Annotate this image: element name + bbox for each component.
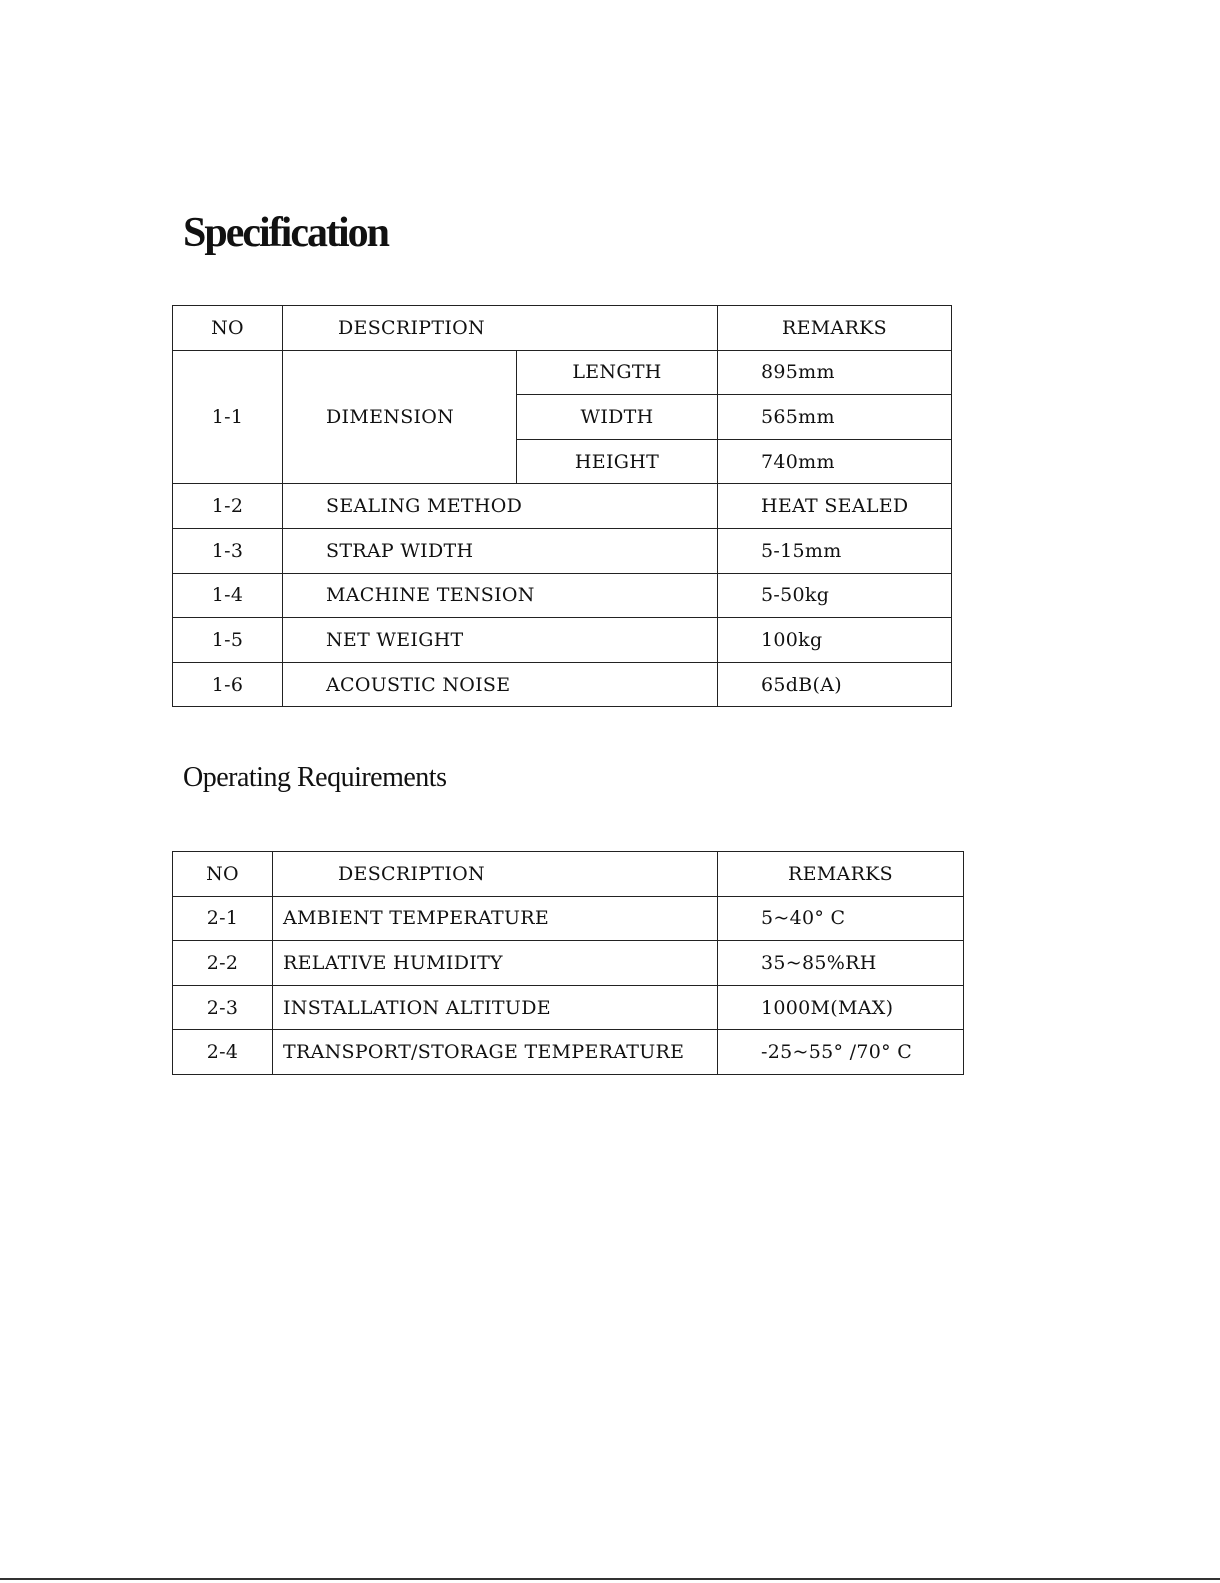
row-no: 2-2	[173, 941, 273, 986]
row-remarks: 5~40° C	[718, 896, 964, 941]
table-row	[173, 985, 964, 1030]
dimension-name: LENGTH	[517, 350, 718, 395]
table-header-row	[173, 852, 964, 897]
table-row	[173, 896, 964, 941]
row-description: RELATIVE HUMIDITY	[273, 941, 718, 986]
row-description: SEALING METHOD	[283, 484, 718, 529]
table-row	[173, 941, 964, 986]
page-title: Specification	[183, 210, 388, 256]
row-description: INSTALLATION ALTITUDE	[273, 985, 718, 1030]
row-no: 2-3	[173, 985, 273, 1030]
page-bottom-border	[0, 1578, 1220, 1580]
row-remarks: 1000M(MAX)	[718, 985, 964, 1030]
operating-requirements-table	[172, 851, 964, 1075]
header-description: DESCRIPTION	[283, 306, 718, 351]
table-header-row	[173, 306, 952, 351]
table-row	[173, 350, 952, 395]
table-row	[173, 573, 952, 618]
row-no: 1-4	[173, 573, 283, 618]
table-row	[173, 528, 952, 573]
row-remarks: 65dB(A)	[718, 662, 952, 707]
row-description: ACOUSTIC NOISE	[283, 662, 718, 707]
row-description: MACHINE TENSION	[283, 573, 718, 618]
row-no: 1-6	[173, 662, 283, 707]
row-description: STRAP WIDTH	[283, 528, 718, 573]
table-row	[173, 618, 952, 663]
row-no: 1-3	[173, 528, 283, 573]
row-remarks: 100kg	[718, 618, 952, 663]
row-no: 2-4	[173, 1030, 273, 1075]
row-remarks: 740mm	[718, 439, 952, 484]
table-row	[173, 662, 952, 707]
row-remarks: HEAT SEALED	[718, 484, 952, 529]
row-no: 1-1	[173, 350, 283, 484]
header-remarks: REMARKS	[718, 306, 952, 351]
specification-table	[172, 305, 952, 707]
row-remarks: 5-50kg	[718, 573, 952, 618]
row-no: 1-5	[173, 618, 283, 663]
section-title: Operating Requirements	[183, 762, 447, 793]
row-description: AMBIENT TEMPERATURE	[273, 896, 718, 941]
row-remarks: 895mm	[718, 350, 952, 395]
row-description: NET WEIGHT	[283, 618, 718, 663]
row-remarks: 35~85%RH	[718, 941, 964, 986]
row-no: 2-1	[173, 896, 273, 941]
header-remarks: REMARKS	[718, 852, 964, 897]
row-description: DIMENSION	[283, 350, 517, 484]
header-no: NO	[173, 306, 283, 351]
table-row	[173, 1030, 964, 1075]
dimension-name: HEIGHT	[517, 439, 718, 484]
row-remarks: 5-15mm	[718, 528, 952, 573]
header-no: NO	[173, 852, 273, 897]
row-no: 1-2	[173, 484, 283, 529]
dimension-name: WIDTH	[517, 395, 718, 440]
row-description: TRANSPORT/STORAGE TEMPERATURE	[273, 1030, 718, 1075]
header-description: DESCRIPTION	[273, 852, 718, 897]
row-remarks: -25~55° /70° C	[718, 1030, 964, 1075]
row-remarks: 565mm	[718, 395, 952, 440]
table-row	[173, 484, 952, 529]
